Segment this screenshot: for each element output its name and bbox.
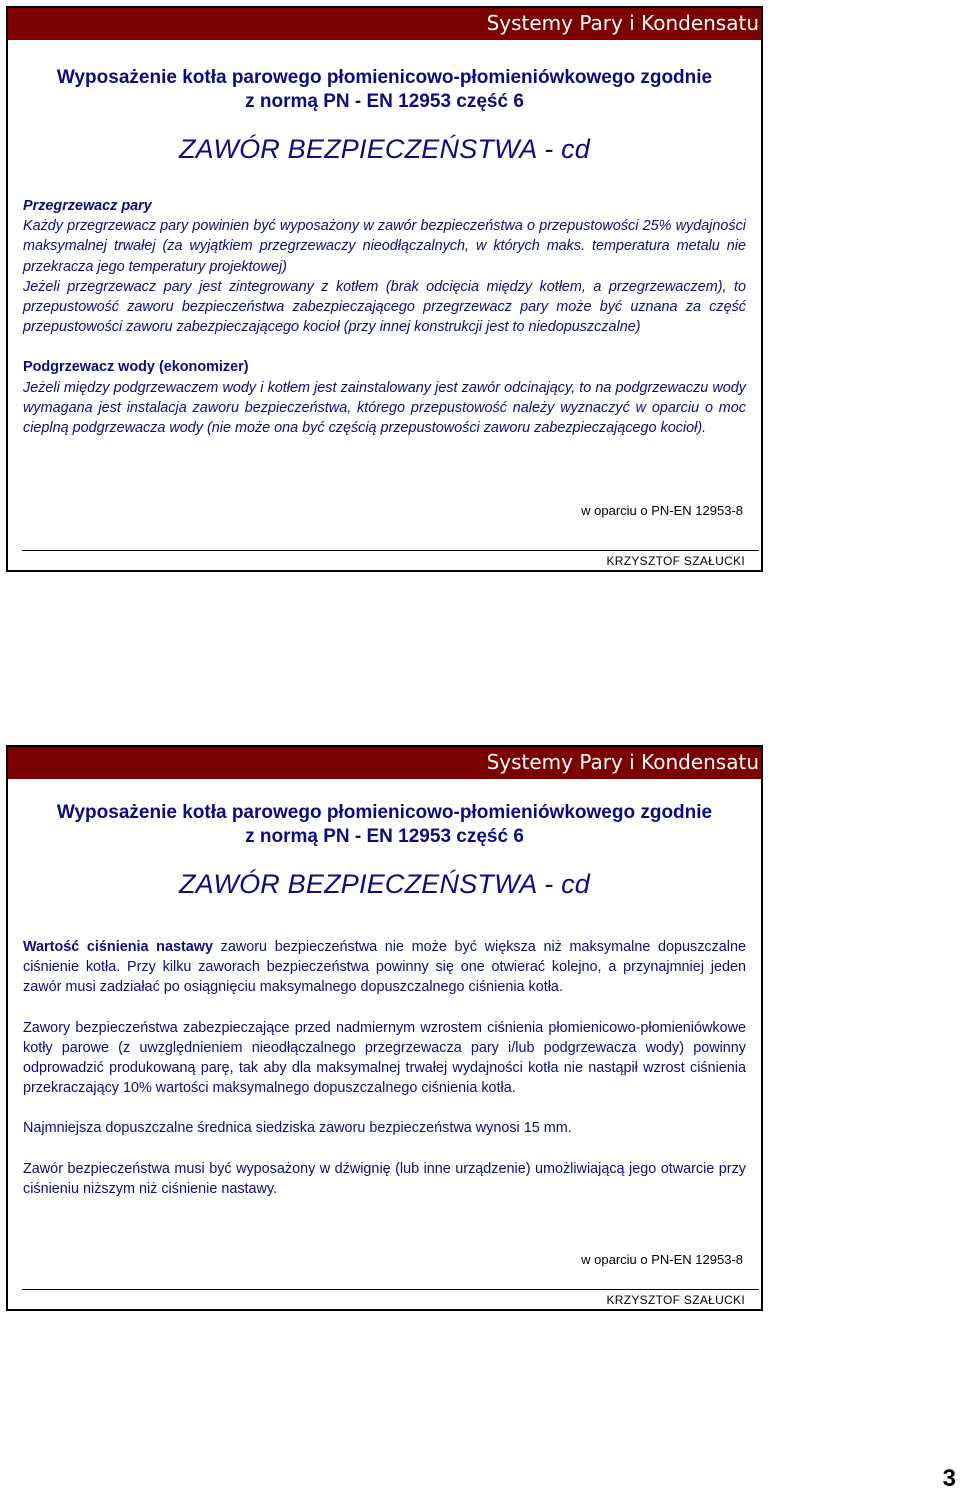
slide-heading [8, 801, 761, 849]
paragraph-seat-diameter: Najmniejsza dopuszczalne średnica siedziska zaworu bezpieczeństwa wynosi 15 mm. [23, 1120, 572, 1137]
slide-2 [6, 745, 763, 1311]
source-note: w oparciu o PN-EN 12953-8 [581, 503, 743, 518]
slide-subheading: ZAWÓR BEZPIECZEŃSTWA - cd [178, 134, 591, 164]
heading-line-2: z normą PN - EN 12953 część 6 [245, 826, 524, 847]
author-name: KRZYSZTOF SZAŁUCKI [606, 554, 745, 568]
slide-header-bar [8, 747, 761, 779]
footer-divider [22, 1289, 759, 1290]
slide-subheading: ZAWÓR BEZPIECZEŃSTWA - cd [178, 869, 591, 899]
slide-heading [8, 66, 761, 114]
header-title: Systemy Pary i Kondensatu [486, 750, 759, 774]
section-title-economizer: Podgrzewacz wody (ekonomizer) [23, 359, 249, 376]
page-number: 3 [942, 1465, 956, 1492]
heading-line-1: Wyposażenie kotła parowego płomienicowo-płomieniówkowego zgodnie [56, 67, 713, 88]
header-title: Systemy Pary i Kondensatu [486, 11, 759, 35]
paragraph-set-pressure-rest: zaworu bezpieczeństwa nie może być większa niż maksymalne dopuszczalne ciśnienie kotła. Przy kilku zaworach bezpieczeństwa powinny się one otwierać kolejno, a przynajmniej jeden zawór musi zadziałać po osiągnięciu maksymalnego dopuszczalnego ciśnienia kotła. [23, 939, 747, 996]
footer-divider [22, 550, 759, 551]
author-name: KRZYSZTOF SZAŁUCKI [606, 1293, 745, 1307]
slide-body [23, 196, 746, 438]
paragraph-relief-capacity: Zawory bezpieczeństwa zabezpieczające przed nadmiernym wzrostem ciśnienia płomienicowo-płomieniówkowe kotły parowe (z uwzględnieniem nieodłączalnego przegrzewacza pary i/lub podgrzewacza wody) powinny odprowadzić produkowaną parę, tak aby dla maksymalnej trwałej wydajności kotła nie nastąpił wzrost ciśnienia przekraczający 10% wartości maksymalnego dopuszczalnego ciśnienia kotła. [23, 1019, 746, 1097]
slide-1 [6, 6, 763, 572]
heading-line-1: Wyposażenie kotła parowego płomienicowo-płomieniówkowego zgodnie [56, 802, 713, 823]
source-note: w oparciu o PN-EN 12953-8 [581, 1252, 743, 1267]
section-text-superheater-2: Jeżeli przegrzewacz pary jest zintegrowany z kotłem (brak odcięcia między kotłem, a przegrzewaczem), to przepustowość zaworu bezpieczeństwa zabezpieczającego przegrzewacz pary może być uznana za część przepustowości zaworu zabezpieczającego kocioł (przy innej konstrukcji jest to niedopuszczalne) [23, 278, 746, 336]
section-text-economizer: Jeżeli między podgrzewaczem wody i kotłem jest zainstalowany jest zawór odcinający, to na podgrzewaczu wody wymagana jest instalacja zaworu bezpieczeństwa, którego przepustowość należy wyznaczyć w oparciu o moc cieplną podgrzewacza wody (nie może ona być częścią przepustowości zaworu zabezpieczającego kocioł). [23, 379, 746, 437]
paragraph-set-pressure-bold: Wartość ciśnienia nastawy [23, 939, 213, 955]
slide-body [23, 937, 746, 1199]
section-title-superheater: Przegrzewacz pary [23, 198, 152, 214]
slide-header-bar [8, 8, 761, 40]
paragraph-lever: Zawór bezpieczeństwa musi być wyposażony w dźwignię (lub inne urządzenie) umożliwiającą jego otwarcie przy ciśnieniu niższym niż ciśnienie nastawy. [23, 1160, 746, 1197]
section-text-superheater-1: Każdy przegrzewacz pary powinien być wyposażony w zawór bezpieczeństwa o przepustowości 25% wydajności maksymalnej trwałej (za wyjątkiem przegrzewaczy nieodłączalnych, w których maks. temperatura metalu nie przekracza jego temperatury projektowej) [23, 218, 746, 275]
paragraph-set-pressure [23, 937, 746, 998]
heading-line-2: z normą PN - EN 12953 część 6 [245, 91, 524, 112]
